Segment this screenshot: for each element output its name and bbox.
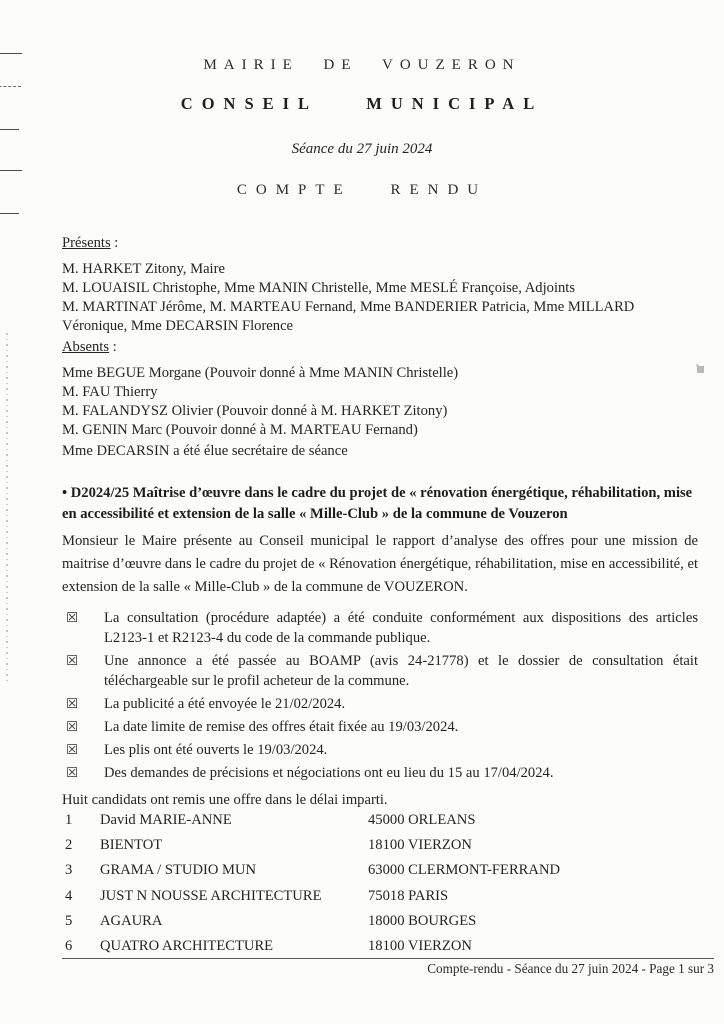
candidate-city: 18100 VIERZON xyxy=(368,837,472,854)
divider xyxy=(0,213,19,214)
procedure-checklist xyxy=(62,608,698,783)
absent-line: M. FAU Thierry xyxy=(62,384,158,400)
candidate-name: AGAURA xyxy=(100,912,163,929)
checklist-item-text: La consultation (procédure adaptée) a été conduite conformément aux dispositions des articles L2123-1 et R2123-4 du code de la commande publique. xyxy=(104,610,698,646)
page-footer-text: Compte-rendu - Séance du 27 juin 2024 - Page 1 sur 3 xyxy=(427,961,714,976)
candidate-city: 75018 PARIS xyxy=(368,887,449,904)
session-date: Séance du 27 juin 2024 xyxy=(291,141,433,157)
checklist-item xyxy=(62,740,698,760)
deliberation-intro: Monsieur le Maire présente au Conseil municipal le rapport d’analyse des offres pour une mission de maitrise d’œuvre dans le cadre du projet de « Rénovation énergétique, réhabilitation, mise en accessibilité, et extension de la salle « Mille-Club » de la commune de VOUZERON. xyxy=(62,533,698,595)
divider xyxy=(0,53,22,54)
candidate-row xyxy=(62,861,698,886)
checklist-item-text: La date limite de remise des offres était fixée au 19/03/2024. xyxy=(104,719,459,735)
candidates-intro: Huit candidats ont remis une offre dans le délai imparti. xyxy=(62,792,388,808)
checklist-item-text: Des demandes de précisions et négociations ont eu lieu du 15 au 17/04/2024. xyxy=(104,765,554,781)
candidate-name: David MARIE-ANNE xyxy=(100,812,232,828)
document-footer xyxy=(62,958,714,977)
candidate-name: GRAMA / STUDIO MUN xyxy=(100,862,257,879)
document-body xyxy=(62,234,698,962)
checked-checkbox-icon: ☒ xyxy=(66,742,79,758)
deliberation-heading: • D2024/25 Maîtrise d’œuvre dans le cadre du projet de « rénovation énergétique, réhabilitation, mise en accessibilité et extension de la salle « Mille-Club » de la commune de Vouzeron xyxy=(62,485,693,522)
candidate-name: BIENTOT xyxy=(100,837,163,854)
mairie-title: MAIRIE DE VOUZERON xyxy=(203,57,521,73)
divider xyxy=(0,170,22,171)
present-line: M. HARKET Zitony, Maire xyxy=(62,261,225,277)
candidates-table xyxy=(62,811,698,962)
divider xyxy=(0,129,19,130)
candidate-number: 1 xyxy=(65,812,73,828)
candidate-row xyxy=(62,912,698,937)
candidate-number: 3 xyxy=(65,862,73,879)
candidate-number: 6 xyxy=(65,937,73,954)
checklist-item-text: Les plis ont été ouverts le 19/03/2024. xyxy=(104,742,328,758)
candidate-number: 2 xyxy=(65,837,73,854)
presents-label xyxy=(62,234,698,253)
footer-divider xyxy=(62,958,714,959)
present-line: M. MARTINAT Jérôme, M. MARTEAU Fernand, Mme BANDERIER Patricia, Mme MILLARD Véronique, Mme DECARSIN Florence xyxy=(62,299,635,334)
candidate-city: 18100 VIERZON xyxy=(368,937,472,954)
absents-label-text: Absents xyxy=(62,339,110,355)
checklist-item xyxy=(62,651,698,691)
candidate-number: 5 xyxy=(65,912,73,929)
candidate-row xyxy=(62,811,698,836)
candidate-row xyxy=(62,836,698,861)
checklist-item xyxy=(62,763,698,783)
candidate-row xyxy=(62,887,698,912)
divider-dashed xyxy=(0,86,21,87)
checked-checkbox-icon: ☒ xyxy=(66,653,79,669)
candidate-city: 18000 BOURGES xyxy=(368,912,477,929)
secretary-note: Mme DECARSIN a été élue secrétaire de séance xyxy=(62,443,348,459)
candidate-city: 45000 ORLEANS xyxy=(368,812,476,828)
conseil-municipal-title: CONSEIL MUNICIPAL xyxy=(180,94,544,113)
checked-checkbox-icon: ☒ xyxy=(66,610,79,626)
candidate-name: JUST N NOUSSE ARCHITECTURE xyxy=(100,887,322,904)
checklist-item xyxy=(62,717,698,737)
checklist-item-text: Une annonce a été passée au BOAMP (avis 24-21778) et le dossier de consultation était téléchargeable sur le profil acheteur de la commune. xyxy=(104,653,698,689)
candidate-city: 63000 CLERMONT-FERRAND xyxy=(368,862,561,879)
present-line: M. LOUAISIL Christophe, Mme MANIN Christelle, Mme MESLÉ Françoise, Adjoints xyxy=(62,280,576,296)
checked-checkbox-icon: ☒ xyxy=(66,696,79,712)
absents-label-colon: : xyxy=(109,339,117,355)
compte-rendu-title: COMPTE RENDU xyxy=(236,182,488,198)
presents-label-colon: : xyxy=(110,235,119,251)
checked-checkbox-icon: ☒ xyxy=(66,719,79,735)
presents-label-text: Présents xyxy=(62,235,111,251)
checklist-item-text: La publicité a été envoyée le 21/02/2024. xyxy=(104,696,346,712)
candidate-number: 4 xyxy=(65,887,73,904)
absent-line: M. FALANDYSZ Olivier (Pouvoir donné à M. HARKET Zitony) xyxy=(62,403,448,419)
checklist-item xyxy=(62,608,698,648)
candidate-name: QUATRO ARCHITECTURE xyxy=(100,937,274,954)
absent-line: M. GENIN Marc (Pouvoir donné à M. MARTEAU Fernand) xyxy=(62,422,418,438)
checked-checkbox-icon: ☒ xyxy=(66,765,79,781)
absent-line: Mme BEGUE Morgane (Pouvoir donné à Mme MANIN Christelle) xyxy=(62,365,459,381)
absents-label xyxy=(62,338,698,357)
checklist-item xyxy=(62,694,698,714)
